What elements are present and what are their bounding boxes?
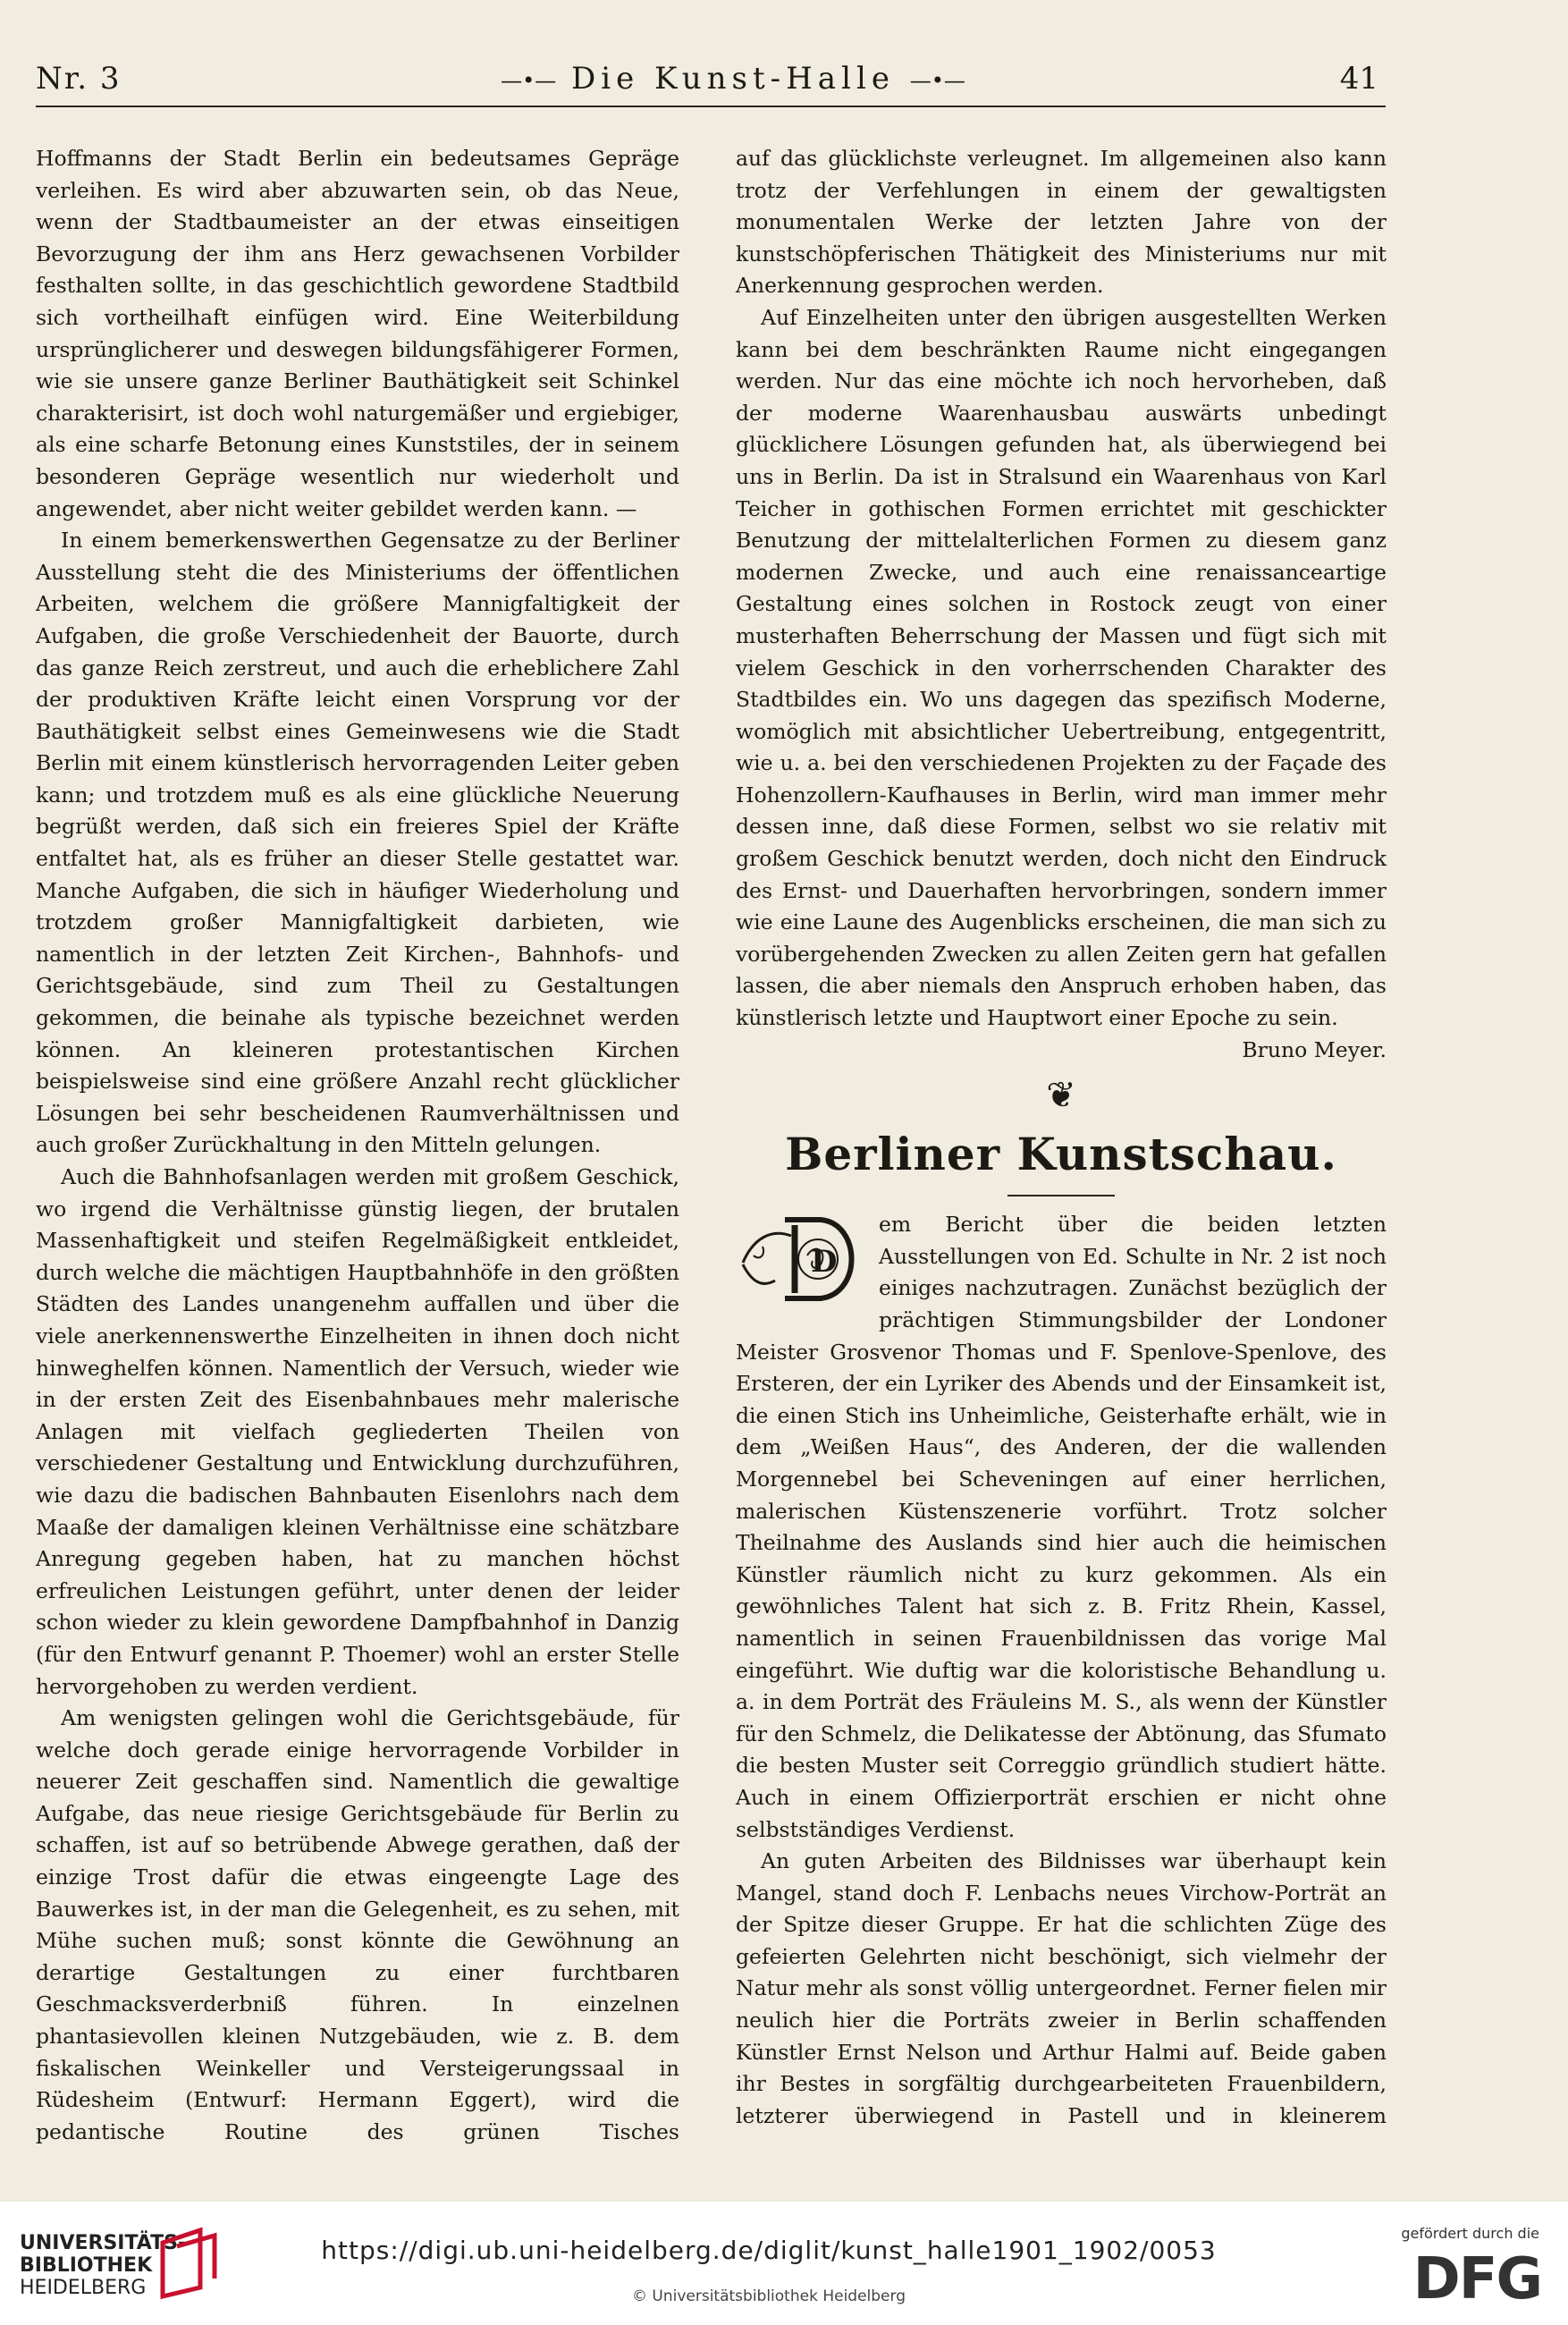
dfg-logo[interactable]: DFG bbox=[1412, 2246, 1541, 2312]
funding-note: gefördert durch die bbox=[1401, 2225, 1539, 2242]
section-rule bbox=[1007, 1195, 1115, 1196]
section-paragraph-1: em Bericht über die beiden letzten Ausstellungen von Ed. Schulte in Nr. 2 ist noch einiges nachzutragen. Zunächst bezüglich der prächtigen Stimmungsbilder der Londoner Meister Grosvenor Thomas und F. Spenlove-Spenlove, des Ersteren, der ein Lyriker des Abends und der Einsamkeit ist, die einen Stich ins Unheimliche, Geisterhafte erhält, wie in dem „Weißen Haus“, des Anderen, der die wallenden Morgennebel bei Scheveningen auf einer herrlichen, malerischen Küstenszenerie vorführt. Trotz solcher Theilnahme des Auslands sind hier auch die heimischen Künstler räumlich nicht zu kurz gekommen. Als ein gewöhnliches Talent hat sich z. B. Fritz Rhein, Kassel, namentlich in seinen Frauenbildnissen das vorige Mal eingeführt. Wie duftig war die koloristische Behandlung u. a. in dem Porträt des Fräuleins M. S., als wenn der Künstler für den Schmelz, die Delikatesse der Abtönung, das Sfumato die besten Muster seit Correggio gründlich studiert hätte. Auch in einem Offizierporträt erschien er nicht ohne selbstständiges Verdienst. bbox=[736, 1212, 1387, 1842]
issue-number: Nr. 3 bbox=[36, 61, 122, 97]
section-body bbox=[736, 1209, 1387, 2132]
library-mark-icon[interactable] bbox=[157, 2225, 222, 2300]
library-name-line3: HEIDELBERG bbox=[20, 2277, 147, 2299]
journal-title bbox=[501, 61, 965, 97]
fleuron-icon: ❦ bbox=[1046, 1075, 1076, 1117]
ornamental-initial-icon bbox=[736, 1211, 870, 1306]
header-rule bbox=[36, 106, 1386, 107]
section-paragraph-2: An guten Arbeiten des Bildnisses war überhaupt kein Mangel, stand doch F. Lenbachs neues Virchow-Porträt an der Spitze dieser Gruppe. Er hat die schlichten Züge des gefeierten Gelehrten nicht beschönigt, sich vielmehr der Natur mehr als sonst völlig untergeordnet. Ferner fielen mir neulich hier die Porträts zweier in Berlin schaffenden Künstler Ernst Nelson und Arthur Halmi auf. Beide gaben ihr Bestes in sorgfältig durchgearbeiteten Frauenbildern, letzterer überwiegend in Pastell und in kleinerem bbox=[736, 1848, 1387, 2128]
left-paragraph-2: In einem bemerkenswerthen Gegensatze zu der Berliner Ausstellung steht die des Ministeriums der öffentlichen Arbeiten, welchem die größere Mannigfaltigkeit der Aufgaben, die große Verschiedenheit der Bauorte, durch das ganze Reich zerstreut, und auch die erheblichere Zahl der produktiven Kräfte leicht einen Vorsprung vor der Bauthätigkeit selbst eines Gemeinwesens wie die Stadt Berlin mit einem künstlerisch hervorragenden Leiter geben kann; und trotzdem muß es als eine glückliche Neuerung begrüßt werden, daß sich ein freieres Spiel der Kräfte entfaltet hat, als es früher an dieser Stelle gestattet war. Manche Aufgaben, die sich in häufiger Wiederholung und trotzdem großer Mannigfaltigkeit darbieten, wie namentlich in der letzten Zeit Kirchen-, Bahnhofs- und Gerichtsgebäude, sind zum Theil zu Gestaltungen gekommen, die beinahe als typische bezeichnet werden können. An kleineren protestantischen Kirchen beispielsweise sind eine größere Anzahl recht glücklicher Lösungen bei sehr bescheidenen Raumverhältnissen und auch großer Zurückhaltung in den Mitteln gelungen. bbox=[36, 528, 679, 1158]
library-name-line1: UNIVERSITÄTS- bbox=[20, 2232, 187, 2254]
copyright-note: © Universitätsbibliothek Heidelberg bbox=[631, 2287, 906, 2305]
permalink-url[interactable]: https://digi.ub.uni-heidelberg.de/diglit/kunst_halle1901_1902/0053 bbox=[321, 2236, 1217, 2265]
right-paragraph-2: Auf Einzelheiten unter den übrigen ausgestellten Werken kann bei dem beschränkten Raume nicht eingegangen werden. Nur das eine möchte ich noch hervorheben, daß der moderne Waarenhausbau auswärts unbedingt glücklichere Lösungen gefunden hat, als überwiegend bei uns in Berlin. Da ist in Stralsund ein Waarenhaus von Karl Teicher in gothischen Formen errichtet mit geschickter Benutzung der mittelalterlichen Formen zu diesem ganz modernen Zwecke, und auch eine renaissanceartige Gestaltung eines solchen in Rostock zeugt von einer musterhaften Beherrschung der Massen und fügt sich mit vielem Geschick in den vorherrschenden Charakter des Stadtbildes ein. Wo uns dagegen das spezifisch Moderne, womöglich mit absichtlicher Uebertreibung, entgegentritt, wie u. a. bei den verschiedenen Projekten zu der Façade des Hohenzollern-Kaufhauses in Berlin, wird man immer mehr dessen inne, daß diese Formen, selbst wo sie relativ mit großem Geschick benutzt werden, doch nicht den Eindruck des Ernst- und Dauerhaften hervorbringen, sondern immer wie eine Laune des Augenblicks erscheinen, die man sich zu vorübergehenden Zwecken zu allen Zeiten gern hat gefallen lassen, die aber niemals den Anspruch erhoben haben, das künstlerisch letzte und Hauptwort einer Epoche zu sein. bbox=[736, 304, 1387, 1031]
running-header bbox=[36, 61, 1377, 104]
left-column bbox=[36, 143, 679, 2148]
section-title: Berliner Kunstschau. bbox=[785, 1128, 1337, 1181]
right-paragraph-1: auf das glücklichste verleugnet. Im allgemeinen also kann trotz der Verfehlungen in einem der gewaltigsten monumentalen Werke der letzten Jahre von der kunstschöpferischen Thätigkeit des Ministeriums nur mit Anerkennung gesprochen werden. bbox=[736, 146, 1387, 299]
header-ornament-right: —•— bbox=[909, 68, 965, 93]
dropcap-letter: D bbox=[811, 1244, 838, 1281]
dropcap-ornament bbox=[736, 1211, 870, 1306]
author-signature: Bruno Meyer. bbox=[1242, 1036, 1387, 1062]
left-paragraph-3: Auch die Bahnhofsanlagen werden mit großem Geschick, wo irgend die Verhältnisse günstig liegen, der brutalen Massenhaftigkeit und steifen Regelmäßigkeit entkleidet, durch welche die mächtigen Hauptbahnhöfe in den größten Städten des Landes unangenehm auffallen und über die viele anerkennenswerthe Einzelheiten in ihnen doch nicht hinweghelfen können. Namentlich der Versuch, wieder wie in der ersten Zeit des Eisenbahnbaues mehr malerische Anlagen mit vielfach gegliederten Theilen von verschiedener Gestaltung und Entwicklung durchzuführen, wie dazu die badischen Bahnbauten Eisenlohrs nach dem Maaße der damaligen kleinen Verhältnisse eine schätzbare Anregung gegeben haben, hat zu manchen höchst erfreulichen Leistungen geführt, unter denen der leider schon wieder zu klein gewordene Dampfbahnhof in Danzig (für den Entwurf genannt P. Thoemer) wohl an erster Stelle hervorgehoben zu werden verdient. bbox=[36, 1164, 679, 1699]
journal-title-text: Die Kunst-Halle bbox=[571, 61, 895, 97]
library-name-line2: BIBLIOTHEK bbox=[20, 2254, 153, 2277]
right-column bbox=[736, 143, 1387, 2132]
header-ornament-left: —•— bbox=[501, 68, 557, 93]
digitization-footer bbox=[0, 2202, 1568, 2325]
left-paragraph-1: Hoffmanns der Stadt Berlin ein bedeutsames Gepräge verleihen. Es wird aber abzuwarten sein, ob das Neue, wenn der Stadtbaumeister an der etwas einseitigen Bevorzugung der ihm ans Herz gewachsenen Vorbilder festhalten sollte, in das geschichtlich gewordene Stadtbild sich vortheilhaft einfügen wird. Eine Weiterbildung ursprünglicherer und deswegen bildungsfähigerer Formen, wie sie unsere ganze Berliner Bauthätigkeit seit Schinkel charakterisirt, ist doch wohl naturgemäßer und ergiebiger, als eine scharfe Betonung eines Kunststiles, der in seinem besonderen Gepräge wesentlich nur wiederholt und angewendet, aber nicht weiter gebildet werden kann. — bbox=[36, 146, 679, 521]
left-paragraph-4: Am wenigsten gelingen wohl die Gerichtsgebäude, für welche doch gerade einige hervorragende Vorbilder in neuerer Zeit geschaffen sind. Namentlich die gewaltige Aufgabe, das neue riesige Gerichtsgebäude für Berlin zu schaffen, ist auf so betrübende Abwege gerathen, daß der einzige Trost dafür die etwas eingeengte Lage des Bauwerkes ist, in der man die Gelegenheit, es zu sehen, mit Mühe suchen muß; sonst könnte die Gewöhnung an derartige Gestaltungen zu einer furchtbaren Geschmacksverderbniß führen. In einzelnen phantasievollen kleinen Nutzgebäuden, wie z. B. dem fiskalischen Weinkeller und Versteigerungssaal in Rüdesheim (Entwurf: Hermann Eggert), wird die pedantische Routine des grünen Tisches bbox=[36, 1705, 679, 2144]
page-number: 41 bbox=[1339, 61, 1378, 97]
